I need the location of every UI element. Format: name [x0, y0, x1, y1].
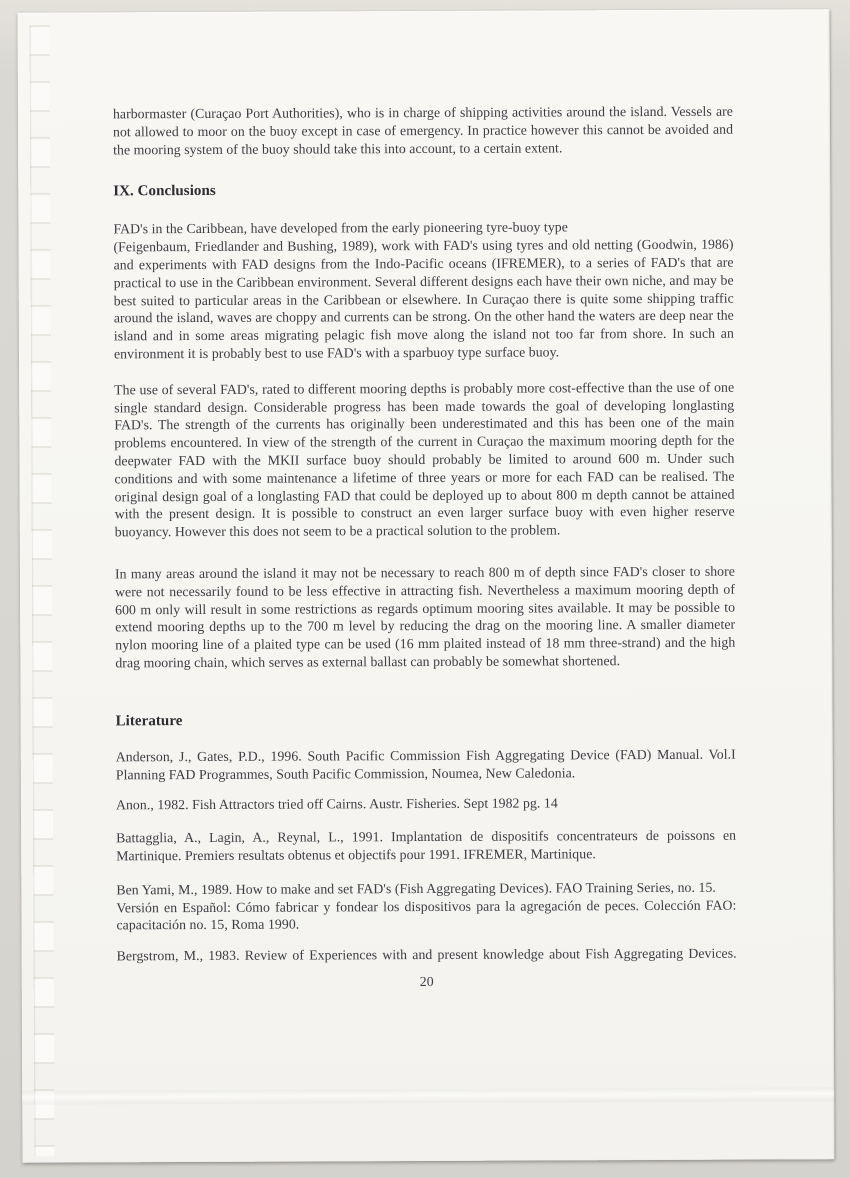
reference-ben-yami-first-line: Ben Yami, M., 1989. How to make and set FAD's (Fish Aggregating Devices). FAO Training Series, no. 15. — [116, 879, 716, 898]
paragraph-harbormaster: harbormaster (Curaçao Port Authorities), who is in charge of shipping activities around the island. Vessels are not allowed to moor on the buoy except in case of emergency. In practice however this cannot be avoided and the mooring system of the buoy should take this into account, to a certain extent. — [112, 103, 734, 157]
document-page — [17, 9, 834, 1163]
paper-crease — [22, 1087, 834, 1105]
reference-ben-yami-rest: Versión en Español: Cómo fabricar y fondear los dispositivos para la agregación de peces. Colección FAO: capacitación no. 15, Roma 1990. — [116, 897, 737, 933]
paragraph-conclusions-1 — [113, 218, 734, 363]
conclusions-p1-rest: (Feigenbaum, Friedlander and Bushing, 1989), work with FAD's using tyres and old netting (Goodwin, 1986) and experiments with FAD designs from the Indo-Pacific oceans (IFREMER), to a series of FAD's that are practical to use in the Caribbean environment. Several different designs each have their own niche, and may be best suited to particular areas in the Caribbean or elsewhere. In Curaçao there is quite some shipping traffic around the island, waves are choppy and currents can be strong. On the other hand the waters are deep near the island and in some areas migrating pelagic fish move along the island not too far from shore. In such an environment it is probably best to use FAD's with a sparbuoy type surface buoy. — [113, 236, 734, 362]
reference-battagglia: Battagglia, A., Lagin, A., Reynal, L., 1991. Implantation de dispositifs concentrateurs de poissons en Martinique. Premiers resultats obtenus et objectifs pour 1991. IFREMER, Martinique. — [116, 827, 737, 864]
conclusions-heading: IX. Conclusions — [113, 183, 216, 200]
literature-heading: Literature — [115, 712, 183, 730]
page-content — [113, 103, 737, 992]
conclusions-p1-first-line: FAD's in the Caribbean, have developed from the early pioneering tyre-buoy type — [113, 219, 568, 237]
paragraph-conclusions-2: The use of several FAD's, rated to different mooring depths is probably more cost-effective than the use of one single standard design. Considerable progress has been made towards the goal of developing longlasting FAD's. The strength of the currents has originally been underestimated and this has been one of the main problems encountered. In view of the strength of the current in Curaçao the maximum mooring depth for the deepwater FAD with the MKII surface buoy should probably be limited to around 600 m. Under such conditions and with some maintenance a lifetime of three years or more for each FAD can be realised. The original design goal of a longlasting FAD that could be deployed up to about 800 m depth cannot be attained with the present design. It is possible to construct an even larger surface buoy with even higher reserve buoyancy. However this does not seem to be a practical solution to the problem. — [114, 379, 735, 540]
page-number: 20 — [419, 973, 434, 989]
reference-bergstrom: Bergstrom, M., 1983. Review of Experiences with and present knowledge about Fish Aggregating Devices. — [116, 945, 737, 964]
paragraph-conclusions-3: In many areas around the island it may not be necessary to reach 800 m of depth since FAD's closer to shore were not necessarily found to be less effective in attracting fish. Nevertheless a maximum mooring depth of 600 m only will result in some restrictions as regards optimum mooring sites available. It may be possible to extend mooring depths up to the 700 m level by reducing the drag on the mooring line. A smaller diameter nylon mooring line of a plaited type can be used (16 mm plaited instead of 18 mm three-strand) and the high drag mooring chain, which serves as external ballast can probably be somewhat shortened. — [114, 563, 736, 671]
reference-ben-yami — [116, 878, 736, 934]
binding-holes — [30, 26, 55, 1157]
reference-anon: Anon., 1982. Fish Attractors tried off Cairns. Austr. Fisheries. Sept 1982 pg. 14 — [115, 795, 558, 813]
reference-anderson: Anderson, J., Gates, P.D., 1996. South Pacific Commission Fish Aggregating Device (FAD) Manual. Vol.I Planning FAD Programmes, South Pacific Commission, Noumea, New Caledonia. — [115, 746, 736, 782]
